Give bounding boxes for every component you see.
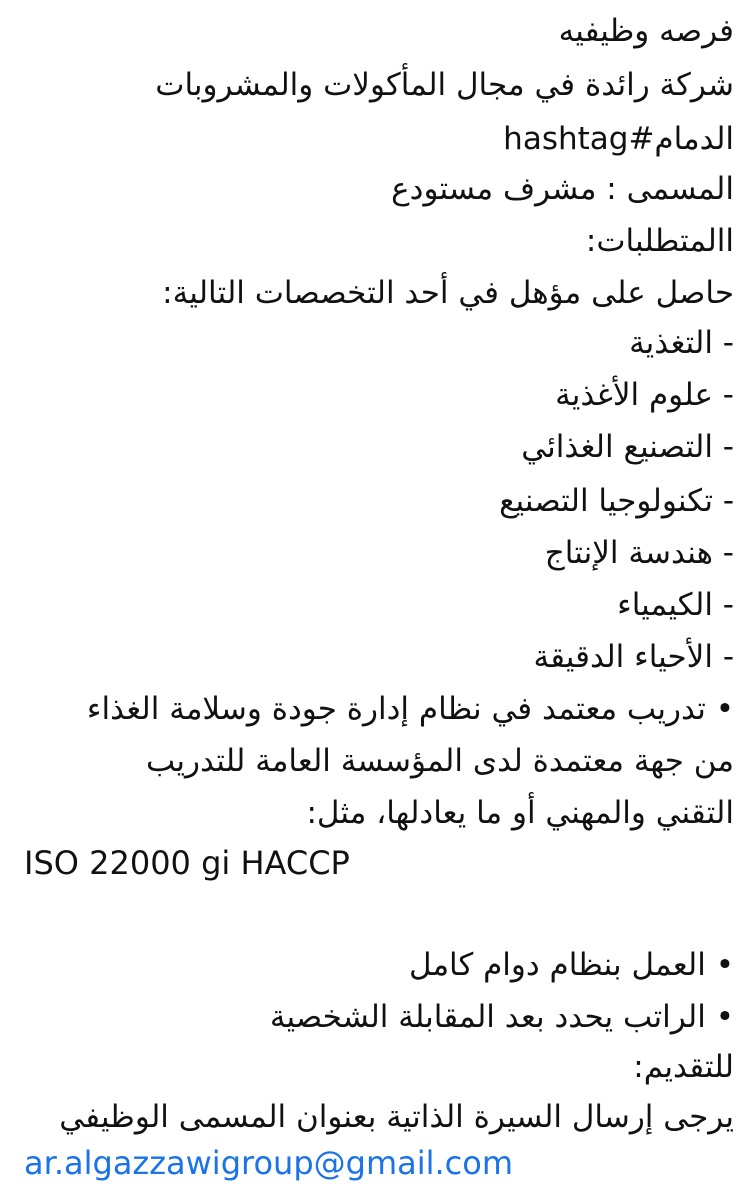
list-item: - الكيمياء: [617, 587, 734, 623]
training-line-1: • تدريب معتمد في نظام إدارة جودة وسلامة الغذاء: [86, 691, 734, 727]
training-line-2: من جهة معتمدة لدى المؤسسة العامة للتدريب: [145, 743, 734, 779]
location-hashtag: hashtag#الدمام: [503, 121, 734, 157]
job-title-line: المسمى : مشرف مستودع: [391, 171, 734, 207]
requirements-heading: االمتطلبات:: [585, 223, 734, 259]
full-time-line: • العمل بنظام دوام كامل: [408, 947, 734, 983]
certification-line: ISO 22000 gi HACCP: [24, 844, 350, 882]
list-item: - هندسة الإنتاج: [544, 535, 734, 571]
apply-instructions: يرجى إرسال السيرة الذاتية بعنوان المسمى الوظيفي: [59, 1099, 734, 1135]
list-item: - التغذية: [629, 325, 734, 361]
list-item: - علوم الأغذية: [555, 377, 734, 413]
qualification-line: حاصل على مؤهل في أحد التخصصات التالية:: [162, 275, 734, 311]
company-description: شركة رائدة في مجال المأكولات والمشروبات: [155, 67, 734, 103]
post-title: فرصه وظيفيه: [558, 13, 734, 49]
list-item: - التصنيع الغذائي: [521, 429, 734, 465]
salary-line: • الراتب يحدد بعد المقابلة الشخصية: [269, 999, 734, 1035]
email-link[interactable]: ar.algazzawigroup@gmail.com: [24, 1144, 514, 1182]
list-item: - الأحياء الدقيقة: [533, 639, 734, 675]
training-line-3: التقني والمهني أو ما يعادلها، مثل:: [306, 795, 734, 831]
apply-heading: للتقديم:: [633, 1049, 734, 1085]
list-item: - تكنولوجيا التصنيع: [499, 483, 734, 519]
